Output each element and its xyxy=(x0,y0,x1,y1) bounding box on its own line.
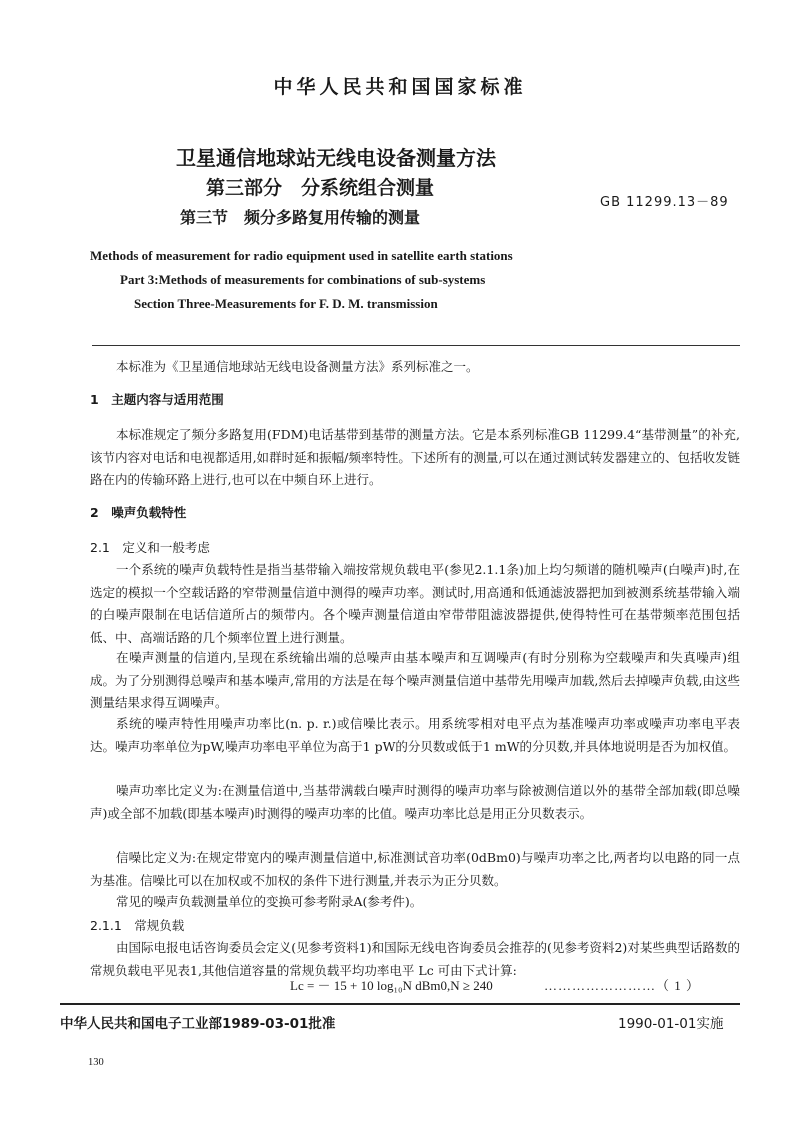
standard-number: GB 11299.13－89 xyxy=(600,195,729,210)
english-title-line2: Part 3:Methods of measurements for combinations of sub-systems xyxy=(120,272,486,287)
title-main: 卫星通信地球站无线电设备测量方法 xyxy=(176,146,496,170)
section-1-heading: 1 主题内容与适用范围 xyxy=(90,392,224,407)
formula-expression: Lc = － 15 + 10 log₁₀N dBm0,N ≥ 240 xyxy=(290,978,493,993)
section-2-1-heading: 2.1 定义和一般考虑 xyxy=(90,540,210,555)
footer-effective-date: 1990-01-01实施 xyxy=(618,1016,724,1032)
section-2-1-paragraph-3: 系统的噪声特性用噪声功率比(n. p. r.)或信噪比表示。用系统零相对电平点为基准噪声功率或噪声功率电平表达。噪声功率单位为pW,噪声功率电平单位为高于1 pW的分贝数或低于1 mW的分贝数,并具体地说明是否为加权值。 xyxy=(90,716,740,754)
intro-paragraph: 本标准为《卫星通信地球站无线电设备测量方法》系列标准之一。 xyxy=(116,359,479,374)
footer-divider xyxy=(60,1003,740,1005)
section-1-paragraph: 本标准规定了频分多路复用(FDM)电话基带到基带的测量方法。它是本系列标准GB 11299.4“基带测量”的补充,该节内容对电话和电视都适用,如群时延和振幅/频率特性。下述所有的测量,可以在通过测试转发器建立的、包括收发链路在内的传输环路上进行,也可以在中频自环上进行。 xyxy=(90,427,740,488)
section-2-1-1-heading: 2.1.1 常规负载 xyxy=(90,918,185,933)
title-part: 第三部分 分系统组合测量 xyxy=(206,177,435,199)
section-2-1-paragraph-6: 常见的噪声负载测量单位的变换可参考附录A(参考件)。 xyxy=(116,894,423,909)
section-2-1-1-paragraph: 由国际电报电话咨询委员会定义(见参考资料1)和国际无线电咨询委员会推荐的(见参考资料2)对某些典型话路数的常规负载电平见表1,其他信道容量的常规负载平均功率电平 Lc 可由下式计算: xyxy=(90,940,740,978)
section-2-1-paragraph-1: 一个系统的噪声负载特性是指当基带输入端按常规负载电平(参见2.1.1条)加上均匀频谱的随机噪声(白噪声)时,在选定的模拟一个空载话路的窄带测量信道中测得的噪声功率。测试时,用高通和低通滤波器把加到被测系统基带输入端的白噪声限制在电话信道所占的频带内。各个噪声测量信道由窄带带阻滤波器提供,使得特性可在基带频率范围包括低、中、高端话路的几个频率位置上进行测量。 xyxy=(90,562,740,645)
section-2-1-paragraph-5: 信噪比定义为:在规定带宽内的噪声测量信道中,标准测试音功率(0dBm0)与噪声功率之比,两者均以电路的同一点为基准。信噪比可以在加权或不加权的条件下进行测量,并表示为正分贝数。 xyxy=(90,850,740,888)
english-title-line1: Methods of measurement for radio equipment used in satellite earth stations xyxy=(90,248,513,263)
formula-number: ……………………（ 1 ） xyxy=(544,978,701,993)
header-divider xyxy=(92,345,740,346)
title-section: 第三节 频分多路复用传输的测量 xyxy=(180,208,421,227)
footer-approval: 中华人民共和国电子工业部1989-03-01批准 xyxy=(60,1016,336,1032)
english-title-line3: Section Three-Measurements for F. D. M. transmission xyxy=(134,296,438,311)
page-number: 130 xyxy=(88,1057,104,1068)
formula-1 xyxy=(290,975,700,994)
section-2-1-paragraph-4: 噪声功率比定义为:在测量信道中,当基带满载白噪声时测得的噪声功率与除被测信道以外的基带全部加载(即总噪声)或全部不加载(即基本噪声)时测得的噪声功率的比值。噪声功率比总是用正分贝数表示。 xyxy=(90,783,740,821)
section-2-1-paragraph-2: 在噪声测量的信道内,呈现在系统输出端的总噪声由基本噪声和互调噪声(有时分别称为空载噪声和失真噪声)组成。为了分别测得总噪声和基本噪声,常用的方法是在每个噪声测量信道中基带先用噪声加载,然后去掉噪声负载,由这些测量结果求得互调噪声。 xyxy=(90,650,740,711)
section-2-heading: 2 噪声负载特性 xyxy=(90,505,187,520)
header-org: 中华人民共和国国家标准 xyxy=(273,76,527,98)
